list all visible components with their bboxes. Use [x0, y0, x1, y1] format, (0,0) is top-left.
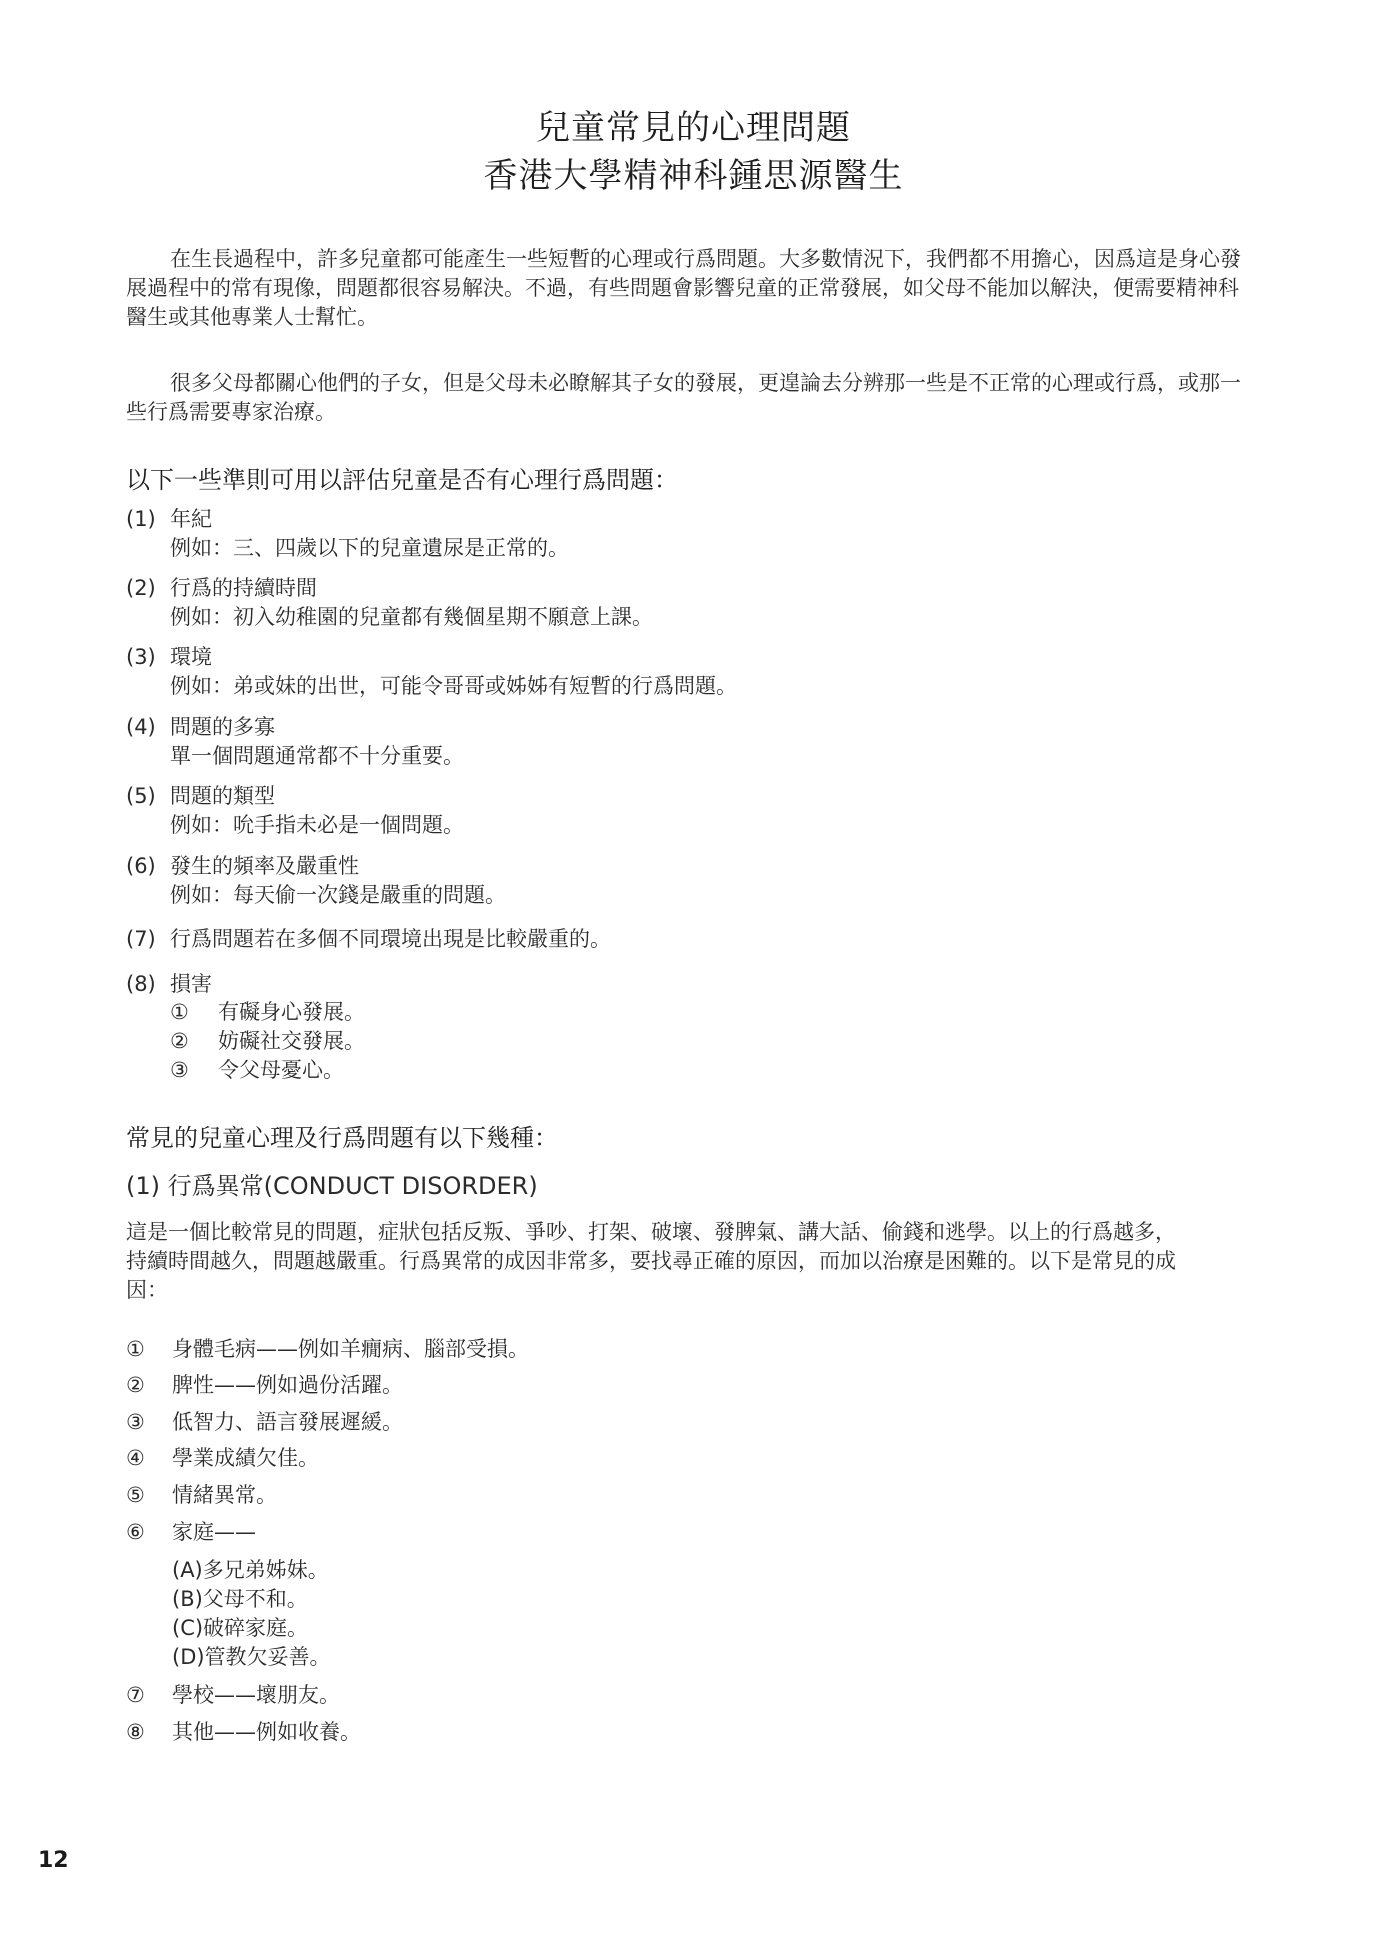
criteria-num: (8)	[126, 972, 156, 996]
criteria-item	[126, 970, 212, 999]
family-item: (D)管教欠妥善。	[172, 1645, 331, 1669]
cause-item	[126, 1481, 277, 1510]
criteria-item	[126, 643, 737, 701]
criteria-num: (5)	[126, 784, 156, 808]
harm-text: 妨礙社交發展。	[218, 1029, 365, 1053]
family-item: (A)多兄弟姊妹。	[172, 1558, 329, 1582]
criteria-example: 例如：每天偷一次錢是嚴重的問題。	[170, 883, 506, 907]
conduct-paragraph: 這是一個比較常見的問題，症狀包括反叛、爭吵、打架、破壞、發脾氣、講大話、偷錢和逃學。以上的行爲越多，持續時間越久，問題越嚴重。行爲異常的成因非常多，要找尋正確的原因，而加以治療是困難的。以下是常見的成因：	[126, 1220, 1176, 1302]
criteria-label: 問題的類型	[170, 784, 275, 808]
cause-item	[126, 1518, 256, 1547]
cause-item	[126, 1444, 319, 1473]
cause-item	[126, 1408, 403, 1437]
cause-mark: ③	[126, 1410, 145, 1434]
criteria-label: 損害	[170, 972, 212, 996]
criteria-example: 例如：初入幼稚園的兒童都有幾個星期不願意上課。	[170, 605, 653, 629]
criteria-label: 行爲的持續時間	[170, 576, 317, 600]
family-item: (B)父母不和。	[172, 1587, 308, 1611]
intro-paragraph-2: 很多父母都關心他們的子女，但是父母未必瞭解其子女的發展，更遑論去分辨那一些是不正常的心理或行爲，或那一些行爲需要專家治療。	[126, 371, 1241, 424]
criteria-item	[126, 713, 464, 771]
criteria-example: 例如：吮手指未必是一個問題。	[170, 813, 464, 837]
criteria-label: 行爲問題若在多個不同環境出現是比較嚴重的。	[170, 927, 611, 951]
conduct-disorder-heading: (1) 行爲異常(CONDUCT DISORDER)	[126, 1172, 538, 1200]
harm-item	[170, 1027, 365, 1056]
criteria-example: 單一個問題通常都不十分重要。	[170, 744, 464, 768]
criteria-num: (4)	[126, 715, 156, 739]
harm-item	[170, 998, 365, 1027]
cause-text: 低智力、語言發展遲緩。	[172, 1410, 403, 1434]
criteria-example: 例如：弟或妹的出世，可能令哥哥或姊姊有短暫的行爲問題。	[170, 674, 737, 698]
criteria-num: (7)	[126, 927, 156, 951]
harm-mark: ②	[170, 1029, 189, 1053]
criteria-num: (2)	[126, 576, 156, 600]
cause-text: 家庭——	[172, 1520, 256, 1544]
criteria-item	[126, 852, 506, 910]
criteria-item	[126, 505, 569, 563]
cause-item	[126, 1371, 403, 1400]
types-heading: 常見的兒童心理及行爲問題有以下幾種：	[126, 1124, 558, 1152]
cause-mark: ④	[126, 1446, 145, 1470]
harm-mark: ③	[170, 1058, 189, 1082]
family-item: (C)破碎家庭。	[172, 1616, 309, 1640]
criteria-label: 環境	[170, 645, 212, 669]
cause-item	[126, 1718, 361, 1747]
cause-text: 其他——例如收養。	[172, 1720, 361, 1744]
cause-mark: ⑥	[126, 1520, 145, 1544]
criteria-heading: 以下一些準則可用以評估兒童是否有心理行爲問題：	[126, 466, 678, 494]
criteria-num: (1)	[126, 507, 156, 531]
cause-mark: ⑧	[126, 1720, 145, 1744]
page-number: 12	[38, 1848, 69, 1873]
criteria-example: 例如：三、四歲以下的兒童遺尿是正常的。	[170, 536, 569, 560]
intro-paragraph-1: 在生長過程中，許多兒童都可能產生一些短暫的心理或行爲問題。大多數情況下，我們都不用擔心，因爲這是身心發展過程中的常有現像，問題都很容易解決。不過，有些問題會影響兒童的正常發展，如父母不能加以解決，便需要精神科醫生或其他專業人士幫忙。	[126, 247, 1241, 329]
cause-mark: ①	[126, 1337, 145, 1361]
harm-text: 令父母憂心。	[218, 1058, 344, 1082]
harm-mark: ①	[170, 1000, 189, 1024]
criteria-item	[126, 925, 611, 954]
cause-text: 身體毛病——例如羊癇病、腦部受損。	[172, 1337, 529, 1361]
criteria-item	[126, 574, 653, 632]
document-author: 香港大學精神科鍾思源醫生	[483, 156, 904, 196]
criteria-label: 發生的頻率及嚴重性	[170, 854, 359, 878]
criteria-label: 問題的多寡	[170, 715, 275, 739]
cause-mark: ⑦	[126, 1683, 145, 1707]
criteria-item	[126, 782, 464, 840]
cause-text: 學業成績欠佳。	[172, 1446, 319, 1470]
harm-text: 有礙身心發展。	[218, 1000, 365, 1024]
harm-item	[170, 1056, 344, 1085]
cause-mark: ⑤	[126, 1483, 145, 1507]
criteria-num: (3)	[126, 645, 156, 669]
criteria-label: 年紀	[170, 507, 212, 531]
cause-item	[126, 1335, 529, 1364]
cause-mark: ②	[126, 1373, 145, 1397]
criteria-num: (6)	[126, 854, 156, 878]
cause-text: 情緒異常。	[172, 1483, 277, 1507]
cause-item	[126, 1681, 340, 1710]
document-title: 兒童常見的心理問題	[536, 108, 851, 148]
cause-text: 學校——壞朋友。	[172, 1683, 340, 1707]
cause-text: 脾性——例如過份活躍。	[172, 1373, 403, 1397]
